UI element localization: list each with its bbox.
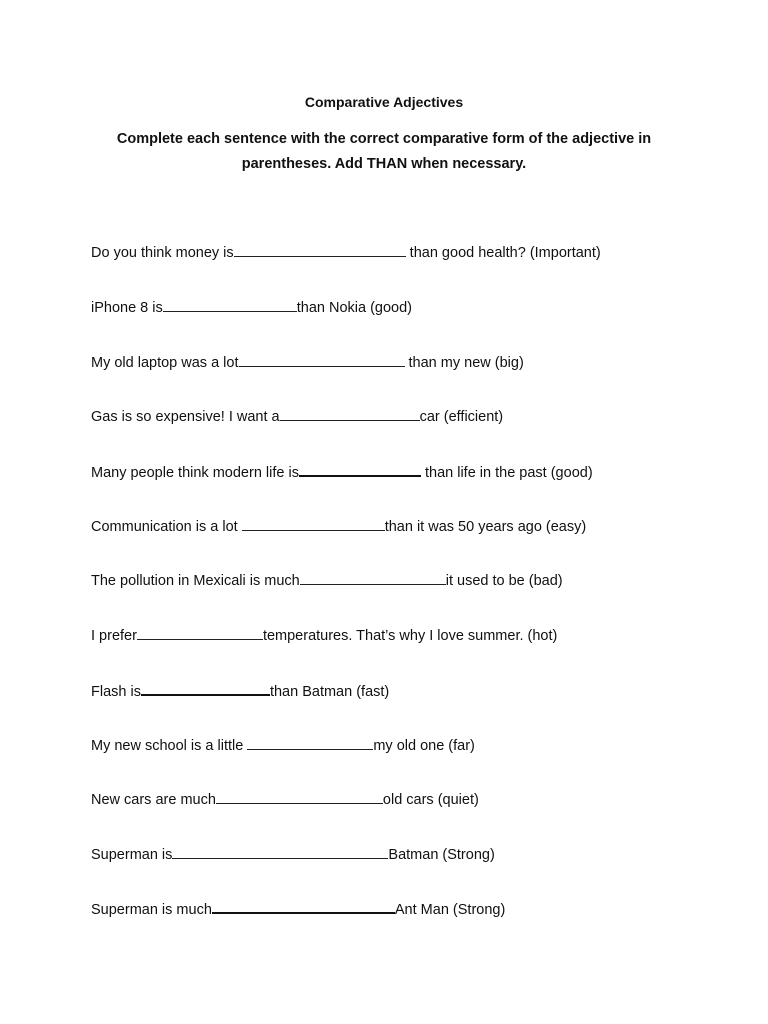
sentence-9-before: Flash is: [91, 684, 141, 700]
sentence-12-blank[interactable]: [172, 844, 388, 859]
sentence-11-before: New cars are much: [91, 792, 216, 808]
sentence-12-before: Superman is: [91, 847, 173, 863]
sentence-10: [91, 735, 475, 755]
sentence-3-before: My old laptop was a lot: [91, 355, 239, 371]
sentence-12-after: Batman (Strong): [388, 847, 495, 863]
sentence-13-blank[interactable]: [212, 898, 395, 914]
sentence-4-blank[interactable]: [280, 406, 420, 421]
sentence-10-blank[interactable]: [247, 735, 373, 750]
sentence-7-before: The pollution in Mexicali is much: [91, 573, 300, 589]
sentence-6: [91, 516, 586, 536]
sentence-13-after: Ant Man (Strong): [394, 902, 506, 918]
sentence-10-before: My new school is a little: [91, 738, 248, 754]
sentence-13-before: Superman is much: [91, 902, 212, 918]
sentence-1: [91, 242, 601, 262]
sentence-4: [91, 406, 503, 426]
sentence-2-before: iPhone 8 is: [91, 300, 163, 316]
sentence-3: [91, 352, 524, 372]
sentence-7-after: it used to be (bad): [445, 573, 563, 589]
sentence-5-blank[interactable]: [299, 461, 421, 477]
sentence-2-blank[interactable]: [163, 297, 297, 312]
sentence-5-before: Many people think modern life is: [91, 465, 299, 481]
worksheet-title: Comparative Adjectives: [304, 94, 464, 110]
sentence-10-after: my old one (far): [373, 738, 475, 754]
sentence-9-blank[interactable]: [141, 680, 270, 696]
sentence-7-blank[interactable]: [300, 570, 446, 585]
sentence-1-blank[interactable]: [234, 242, 406, 257]
sentence-5-after: than life in the past (good): [420, 465, 593, 481]
sentence-4-before: Gas is so expensive! I want a: [91, 409, 280, 425]
sentence-12: [91, 844, 495, 864]
sentence-8-blank[interactable]: [137, 625, 263, 640]
sentence-6-after: than it was 50 years ago (easy): [384, 519, 587, 535]
sentence-13: [91, 898, 505, 919]
sentence-8: [91, 625, 557, 645]
sentence-9: [91, 680, 389, 701]
sentence-6-before: Communication is a lot: [91, 519, 242, 535]
sentence-8-before: I prefer: [91, 628, 137, 644]
sentence-2: [91, 297, 412, 317]
sentence-3-after: than my new (big): [404, 355, 524, 371]
sentence-2-after: than Nokia (good): [296, 300, 413, 316]
sentence-6-blank[interactable]: [242, 516, 385, 531]
sentence-8-after: temperatures. That’s why I love summer. (hot): [262, 628, 558, 644]
sentence-11: [91, 789, 479, 809]
sentence-11-blank[interactable]: [216, 789, 383, 804]
sentence-1-after: than good health? (Important): [405, 245, 601, 261]
sentence-7: [91, 570, 563, 590]
sentence-9-after: than Batman (fast): [269, 684, 390, 700]
sentence-5: [91, 461, 593, 482]
worksheet-instructions: Complete each sentence with the correct comparative form of the adjective in parentheses. Add THAN when necessary.: [116, 131, 652, 172]
sentence-3-blank[interactable]: [239, 352, 405, 367]
sentence-1-before: Do you think money is: [91, 245, 234, 261]
sentence-4-after: car (efficient): [419, 409, 504, 425]
sentence-11-after: old cars (quiet): [382, 792, 479, 808]
